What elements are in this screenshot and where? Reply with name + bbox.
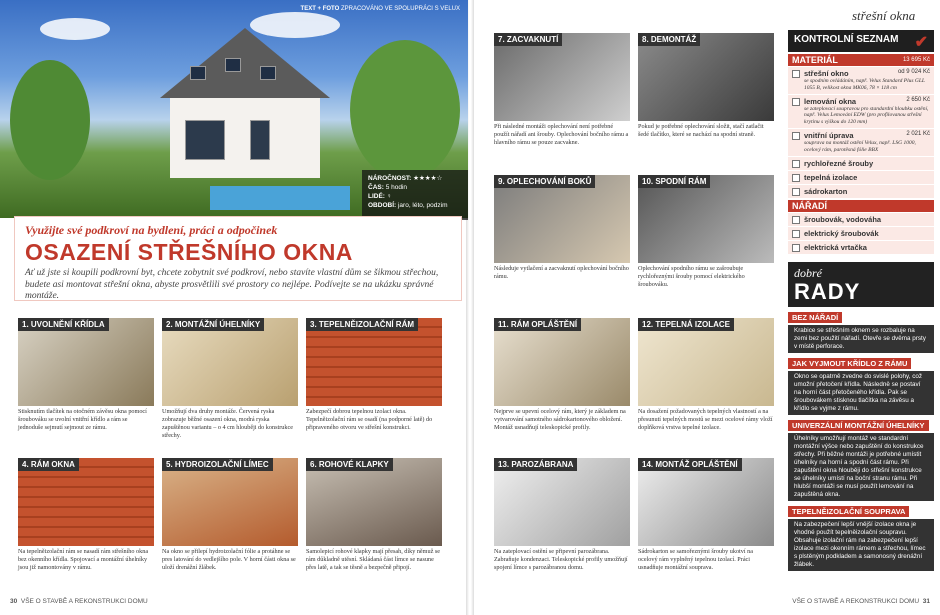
checkbox-icon[interactable] [792, 174, 800, 182]
material-item[interactable]: lemování okna 2 650 Kč se zateplovací soupravou pro standardní hloubku ostění, např. Velux Lemování EDW (pro profilovanou střešní krytinu s výškou do 120 mm) [788, 95, 934, 128]
step-8: 8. DEMONTÁŽ Pokud je potřebné oplechování složit, stačí zatlačit šedé tlačítko, které se nachází na spodní straně. [638, 33, 774, 139]
checklist-sidebar [788, 30, 934, 571]
material-header: MATERIÁL 13 695 Kč [788, 54, 934, 66]
step-9: 9. OPLECHOVÁNÍ BOKŮ Následuje vytlačení a zacvaknutí oplechování bočního rámu. [494, 177, 629, 280]
step-10: 10. SPODNÍ RÁM Oplechování spodního rámu se zašroubuje rychlořeznými šrouby pomocí elektrického šroubováku. [638, 175, 774, 289]
tips-header: dobré RADY [788, 262, 934, 307]
photo-credit: TEXT + FOTO ZPRACOVÁNO VE SPOLUPRÁCI S VELUX [300, 6, 460, 12]
tool-item[interactable]: šroubovák, vodováha [788, 213, 934, 226]
tip-4: TEPELNĚIZOLAČNÍ SOUPRAVA Na zabezpečení lepší vnější izolace okna je vhodné použít tepelněizolační soupravu. Obsahuje izolační rám na zabezpečení lepší izolace mezi okenním rámem a střechou, límec s plstěným podkladem a samonosný drenážní žlábek. [788, 501, 934, 571]
article-title-box [14, 216, 462, 301]
step-4: 4. RÁM OKNA Na tepelněizolační rám se nasadí rám střešního okna bez okenního křídla. Spojovací a montážní úhelníky jsou již namontovány v rámu. [18, 458, 154, 572]
tool-item[interactable]: elektrická vrtačka [788, 241, 934, 254]
material-item[interactable]: sádrokarton [788, 185, 934, 198]
tools-header: NÁŘADÍ [788, 200, 934, 212]
right-page [472, 0, 940, 615]
step-7: 7. ZACVAKNUTÍ Při následné montáži oplechování není potřebné použít nářadí ani šrouby. Oplechování bočního rámu a hlavního rámu se pouze zacvakne. [494, 35, 629, 146]
article-kicker: Využijte své podkroví na bydlení, práci a odpočinek [25, 223, 278, 237]
checkmark-icon: ✔ [914, 34, 928, 51]
step-12: 12. TEPELNÁ IZOLACE Na dosažení požadovaných tepelných vlastností a na přesunutí tepelných mostů se mezi ocelové rámy vloží doplňková vrstva tepelné izolace. [638, 320, 773, 431]
checkbox-icon[interactable] [792, 216, 800, 224]
checkbox-icon[interactable] [792, 98, 800, 106]
footer-left: 30 VŠE O STAVBĚ A REKONSTRUKCI DOMU [10, 598, 148, 605]
step-11: 11. RÁM OPLÁŠTĚNÍ Nejprve se upevní ocelový rám, který je základem na vytvarování samotného sádrokartonového obložení. Montáž usnadňují teleskopické profily. [494, 318, 630, 432]
tip-3: UNIVERZÁLNÍ MONTÁŽNÍ ÚHELNÍKY Úhelníky umožňují montáž ve standardní montážní výšce nebo zapuštění do konstrukce střechy. Při běžné montáži je potřebné umístit úhelníky na horní a spodní část rámu. Při zapuštění okna hlouběji do střešní konstrukce se úhelníky umístí na boční stranu rámu. Při hlubší montáži se musí použít lemování na zapuštěná okna. [788, 415, 934, 501]
article-headline: OSAZENÍ STŘEŠNÍHO OKNA [25, 239, 353, 265]
tool-item[interactable]: elektrický šroubovák [788, 227, 934, 240]
tip-1: BEZ NÁŘADÍ Krabice se střešním oknem se rozbaluje na zemi bez použití nářadí. Otevře se dvěma prsty v místě perforace. [788, 307, 934, 353]
footer-right: VŠE O STAVBĚ A REKONSTRUKCI DOMU 31 [792, 598, 930, 605]
checkbox-icon[interactable] [792, 160, 800, 168]
material-item[interactable]: vnitřní úprava 2 021 Kč souprava na montáž ostění Velux, např. LSG 1000, ocelový rám, parotěsná fólie BBX [788, 129, 934, 156]
step-5: 5. HYDROIZOLAČNÍ LÍMEC Na okno se přilepí hydroizolační fólie a protáhne se pres latování do vedlejšího pole. V horní části okna se uloží drenážní žlábek. [162, 458, 298, 572]
project-info-box: NÁROČNOST: ★★★★☆ ČAS: 5 hodin LIDÉ: ♀ OBDOBÍ: jaro, léto, podzim [362, 170, 468, 220]
left-page [0, 0, 468, 615]
step-14: 14. MONTÁŽ OPLÁŠTĚNÍ Sádrokarton se samořeznými šrouby ukotví na ocelový rám vyplněný tepelnou izolací. Práci usnadňuje montážní souprava. [638, 458, 774, 572]
checkbox-icon[interactable] [792, 132, 800, 140]
section-title: střešní okna [852, 8, 916, 23]
step-13: 13. PAROZÁBRANA Na zateplovací ostění se připevní parozábrana. Zabraňuje kondenzaci. Teleskopické profily umožňují spojení límce s parozábranou domu. [494, 458, 630, 572]
checkbox-icon[interactable] [792, 230, 800, 238]
material-item[interactable]: rychlořezné šrouby [788, 157, 934, 170]
house-illustration [160, 28, 330, 178]
checkbox-icon[interactable] [792, 70, 800, 78]
article-lead: Ať už jste si koupili podkrovní byt, chcete zobytnit své podkroví, nebo stavíte vlastní dům se šikmou střechou, budete asi montovat střešní okna, abyste prosvětlili své prostory co nejlépe. Podívejte se na ukázku správné montáže. [25, 268, 439, 301]
checklist-header: KONTROLNÍ SEZNAM ✔ [788, 30, 934, 52]
difficulty-stars: ★★★★☆ [413, 175, 443, 182]
step-6: 6. ROHOVÉ KLAPKY Samolepicí rohové klapky mají přesah, díky němuž se rám důkladně utěsní. Skládaná část límce se nasune přes latě, a tak se těsně a bezpečně připojí. [306, 460, 441, 571]
step-2: 2. MONTÁŽNÍ ÚHELNÍKY Umožňují dva druhy montáže. Červená ryska zobrazuje běžné osazení okna, modrá ryska zapuštěnou variantu – o 4 cm hlouběji do konstrukce střechy. [162, 318, 298, 440]
checkbox-icon[interactable] [792, 188, 800, 196]
step-1: 1. UVOLNĚNÍ KŘÍDLA Stisknutím tlačítek na otočném závěsu okna pomocí šroubováku se uvolní vnitřní křídlo a rám se jednoduše sejmutí sejmout ze rámu. [18, 318, 154, 432]
material-item[interactable]: tepelná izolace [788, 171, 934, 184]
material-item[interactable]: střešní okno od 9 024 Kč se spodním ovládáním, např. Velux Standard Plus GLL 1055 B, velikost okna MK06, 78 × 118 cm [788, 67, 934, 94]
tip-2: JAK VYJMOUT KŘÍDLO Z RÁMU Okno se opatrně zvedne do svislé polohy, což umožní přetočení křídla. Následně se postaví na horní část přetočeného křídla. Pak se šroubovákem stisknou tlačítka na závěsu a křídlo se vyjme z rámu. [788, 353, 934, 415]
hero-photo [0, 0, 468, 218]
pool [210, 186, 350, 210]
step-3: 3. TEPELNĚIZOLAČNÍ RÁM Zabezpečí dobrou tepelnou izolaci okna. Tepelněizolační rám se osadí (na podporné latě) do připraveného otvoru ve střešní konstrukci. [306, 318, 442, 432]
checkbox-icon[interactable] [792, 244, 800, 252]
